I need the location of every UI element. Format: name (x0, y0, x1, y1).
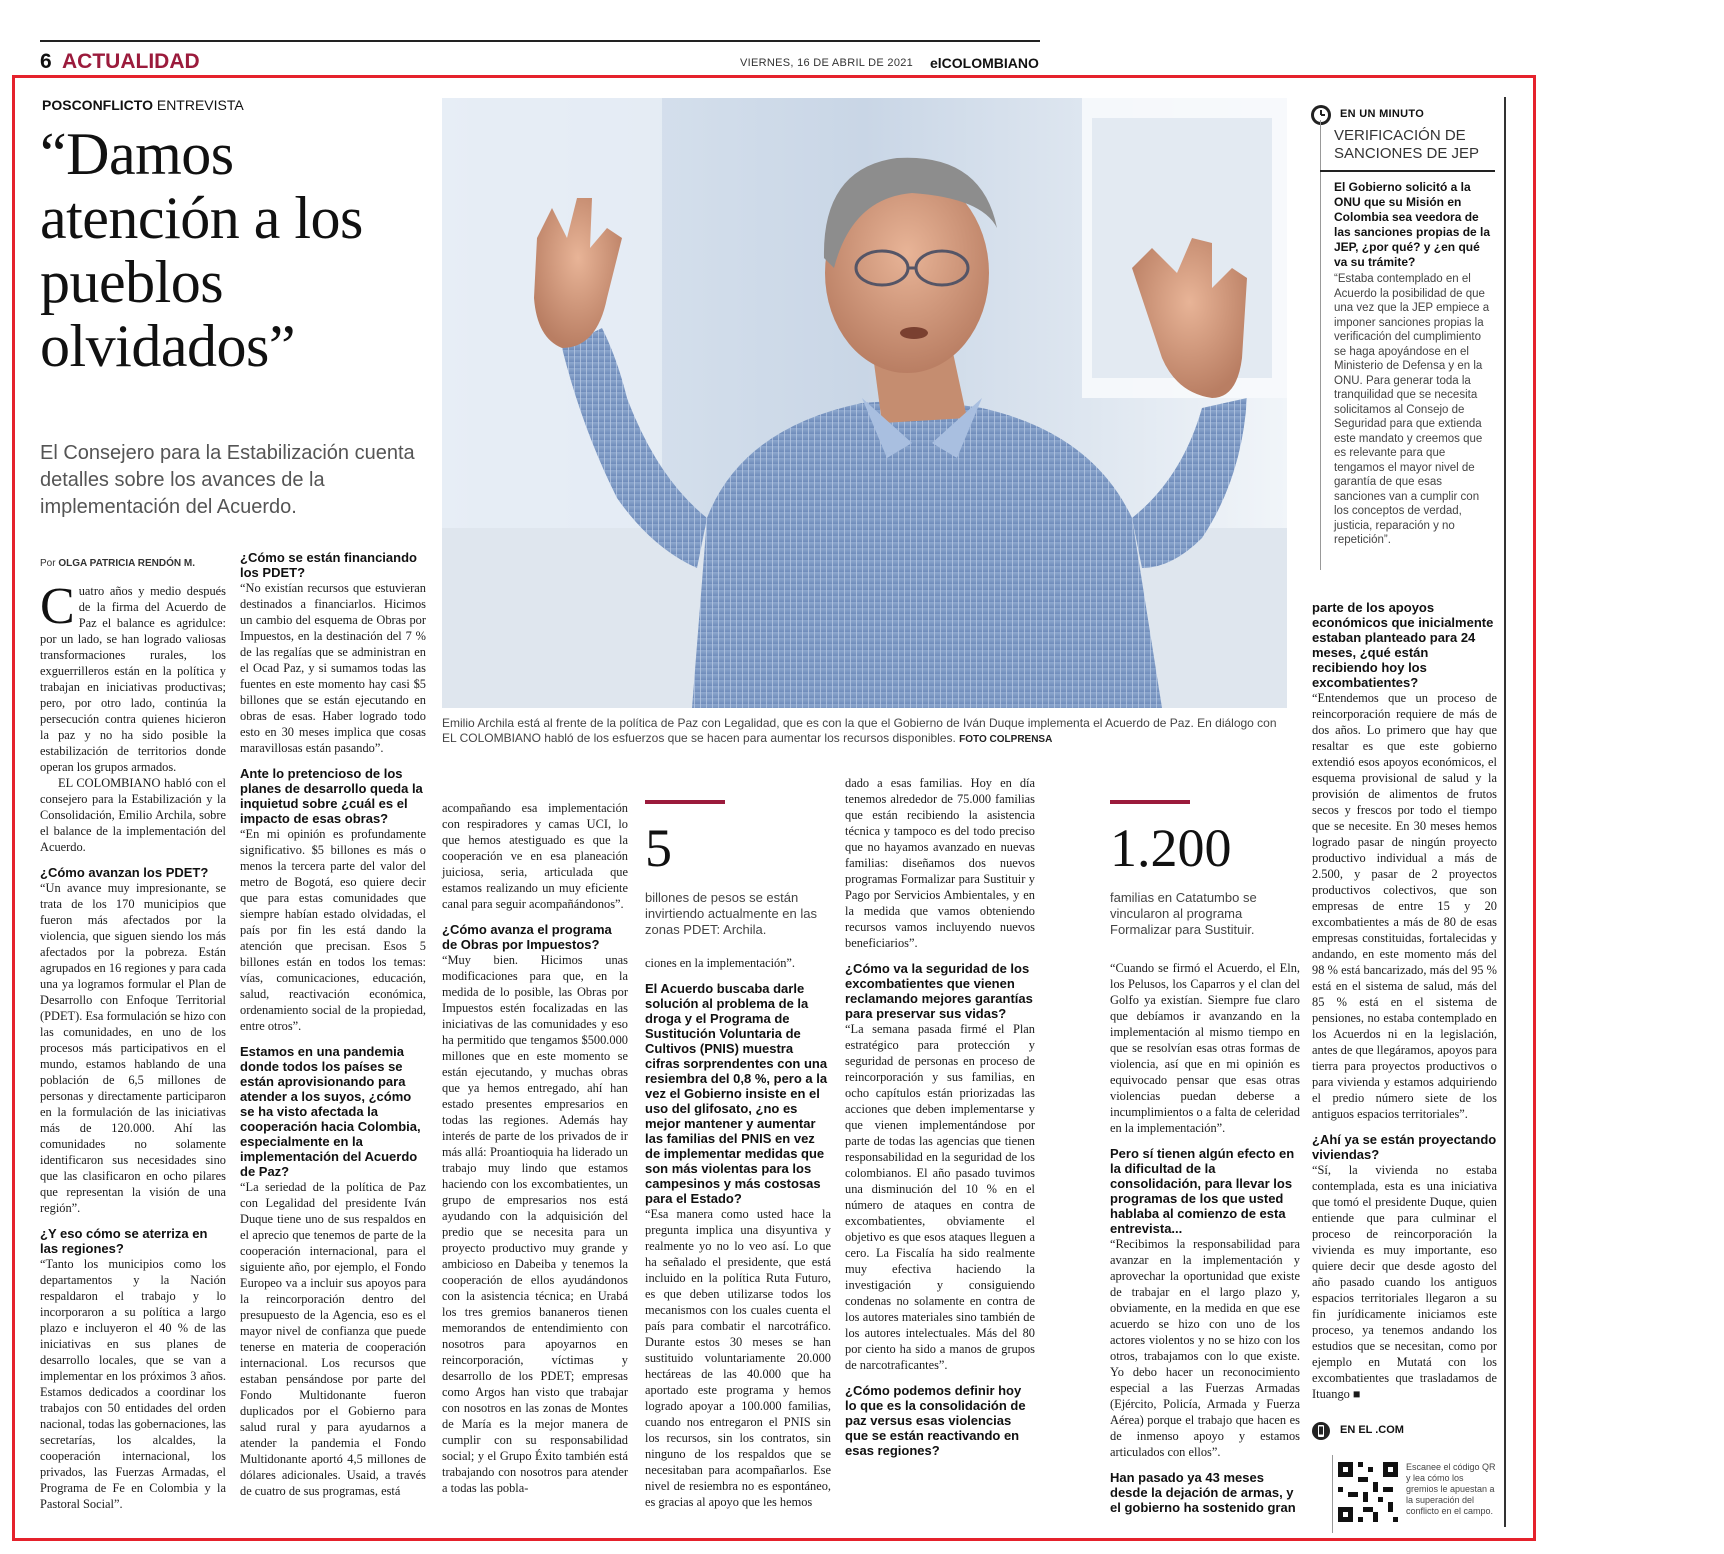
highlight-rule (645, 800, 725, 804)
answer: acompañando esa implementación con respiradores y camas UCI, lo que hemos atestiguado es que la cooperación ve en esa planeación juiciosa, seria, articulada que estamos realizando un muy eficiente canal para seguir acompañándonos”. (442, 801, 628, 911)
lead-paragraph (40, 578, 226, 775)
highlight-number: 5 (645, 818, 672, 878)
text-column-7 (1312, 600, 1497, 1402)
answer: dado a esas familias. Hoy en día tenemos alrededor de 75.000 familias que están recibiendo la asistencia técnica y tampoco es del todo preciso que no hayamos avanzado en nuevas familias: diseñamos dos nuevos programas Formalizar para Sustituir y Pago por Servicios Ambientales, y en la medida que vamos obteniendo recursos vamos incluyendo nuevos beneficiarios”. (845, 776, 1035, 950)
question: ¿Cómo podemos definir hoy lo que es la consolidación de paz versus esas violencias que se están reactivando en esas regiones? (845, 1383, 1026, 1458)
minute-question: El Gobierno solicitó a la ONU que su Misión en Colombia sea veedora de las sanciones propias de la JEP, ¿por qué? y ¿en qué va su trámite? (1334, 180, 1491, 269)
text-column-4 (645, 955, 831, 1510)
question: ¿Cómo avanzan los PDET? (40, 865, 209, 880)
page-number: 6 (40, 50, 52, 73)
kicker-type: ENTREVISTA (152, 97, 244, 113)
question: ¿Cómo se están financiando los PDET? (240, 550, 417, 580)
question: Ante lo pretencioso de los planes de desarrollo queda la inquietud sobre ¿cuál es el impacto de esas obras? (240, 766, 423, 826)
answer: “En mi opinión es profundamente significativo. $5 billones es más o menos la tercera parte del valor del metro de Bogotá, eso quiere decir que para estas comunidades que siempre habían estado olvidadas, el país por fin les está dando la atención que precisan. Esos 5 billones están en todos los temas: vías, comunicaciones, educación, salud, reactivación económica, ordenamiento social de la propiedad, entre otros”. (240, 827, 426, 1033)
highlight-rule (1110, 800, 1190, 804)
kicker-topic: POSCONFLICTO (42, 97, 153, 113)
subtitle: El Consejero para la Estabilización cuenta detalles sobre los avances de la implementación del Acuerdo. (40, 442, 415, 518)
highlight-number: 1.200 (1110, 818, 1232, 878)
header-rule (40, 40, 1040, 42)
answer: “Un avance muy impresionante, se trata de los 170 municipios que fueron más afectados por la violencia, que siguen siendo los más afectados por la pobreza. Están agrupados en 16 regiones y para cada una ya logramos formular el Plan de Desarrollo con Enfoque Territorial (PDET). Esa formulación se hizo con las comunidades, en uno de los procesos más participativos en el mundo, estamos hablando de una población de 6,5 millones de personas y directamente participaron en la formulación de las iniciativas más de 120.000. Ahí las comunidades no solamente identificaron sus necesidades sino que las clasificaron en ocho pilares que representan la visión de una región”. (40, 881, 226, 1215)
answer: “Muy bien. Hicimos unas modificaciones para que, en la medida de lo posible, las Obras por Impuestos estén focalizadas en las iniciativas de las comunidades y eso ha permitido que tengamos $500.000 millones que en este momento se están ejecutando, y muchas obras que ya hemos entregado, ahí han estado presentes empresarios en todas las regiones. Además hay interés de parte de los privados de ir más allá: Proantioquia ha liderado un trabajo muy lindo que estamos haciendo con los excombatientes, un grupo de empresarios nos está ayudando con la adquisición del predio que se necesita para un proyecto productivo muy grande y ambicioso en Dabeiba y tenemos la cooperación de ellos ayudándonos con la asistencia técnica; en Urabá los tres gremios bananeros tienen memorandos de entendimiento con nosotros para apoyarnos en reincorporación, víctimas y desarrollo de los PDET; empresas como Argos han visto que trabajar con nosotros en las zonas de Montes de María es la mejor manera de cumplir con su responsabilidad social; y el Grupo Éxito también está trabajando con nosotros para atender a todas las pobla- (442, 953, 628, 1495)
publication-date: VIERNES, 16 DE ABRIL DE 2021 (740, 57, 914, 69)
portrait-illustration (442, 98, 1287, 708)
headline: “Damos atención a los pueblos olvidados” (40, 121, 363, 379)
kicker (42, 97, 244, 113)
photo-credit: FOTO COLPRENSA (959, 734, 1053, 745)
answer: “La semana pasada firmé el Plan estratégico para protección y seguridad de personas en proceso de reincorporación y sus familias, en ocho capítulos están priorizadas las acciones que deben implementarse y que vienen implementándose por parte de todas las agencias que tienen responsabilidad en la seguridad de los colombianos. El año pasado tuvimos una disminución del 10 % en el número de ataques en contra de excombatientes, obviamente el objetivo es que esos ataques lleguen a cero. La Fiscalía ha sido realmente muy efectiva haciendo la investigación y consiguiendo condenas no solamente en contra de los autores materiales sino también de los autores intelectuales. Más del 80 por ciento ha sido a manos de grupos de narcotraficantes”. (845, 1022, 1035, 1372)
minute-title: VERIFICACIÓN DE SANCIONES DE JEP (1334, 127, 1480, 162)
drop-cap: C (40, 578, 75, 635)
photo-caption (442, 716, 1287, 747)
question: parte de los apoyos económicos que inicialmente estaban planteado para 24 meses, ¿qué están recibiendo hoy los excombatientes? (1312, 600, 1494, 690)
highlight-description: billones de pesos se están invirtiendo actualmente en las zonas PDET: Archila. (645, 890, 817, 937)
question: Estamos en una pandemia donde todos los países se están aprovisionando para atender a los suyos, ¿cómo se ha visto afectada la cooperación hacia Colombia, especialmente en la implementación del Acuerdo de Paz? (240, 1044, 421, 1179)
section-name: ACTUALIDAD (62, 50, 200, 73)
text-column-6 (1110, 960, 1300, 1515)
answer: “Sí, la vivienda no estaba contemplada, esta es una iniciativa que tomó el presidente Duque, quien entiende que para culminar el proceso de reincorporación la vivienda es muy importante, eso quiere decir que desde agosto del año pasado cuando los antiguos espacios territoriales llegaron a su fin jurídicamente iniciamos este proceso, ya tenemos andando los estudios que se necesitan, como por ejemplo en Mutatá con los excombatientes que trasladamos de Ituango ■ (1312, 1163, 1497, 1401)
highlight-description: familias en Catatumbo se vincularon al programa Formalizar para Sustituir. (1110, 890, 1257, 937)
publication-name: elCOLOMBIANO (930, 55, 1039, 71)
paragraph: EL COLOMBIANO habló con el consejero para la Estabilización y la Consolidación, Emilio Archila, sobre el balance de la implementación del Acuerdo. (40, 776, 226, 854)
caption-text: Emilio Archila está al frente de la política de Paz con Legalidad, que es con la que el Gobierno de Iván Duque implementa el Acuerdo de Paz. En diálogo con EL COLOMBIANO habló de los esfuerzos que se hacen para aumentar los recursos disponibles. (442, 716, 1277, 745)
portrait-photo (442, 98, 1287, 708)
minute-label: EN UN MINUTO (1340, 108, 1425, 120)
question: El Acuerdo buscaba darle solución al problema de la droga y el Programa de Sustitución Voluntaria de Cultivos (PNIS) muestra cifras sorprendentes con una resiembra del 0,8 %, pero a la vez el Gobierno insiste en el uso del glifosato, ¿no es mejor mantener y aumentar las familias del PNIS en vez de implementar medidas que son más violentas para los campesinos y más costosas para el Estado? (645, 981, 828, 1206)
question: ¿Cómo avanza el programa de Obras por Impuestos? (442, 922, 612, 952)
sidebar-rule (1504, 97, 1506, 1527)
answer: ciones en la implementación”. (645, 956, 796, 970)
minute-answer: “Estaba contemplado en el Acuerdo la posibilidad de que una vez que la JEP empiece a imponer sanciones propias la verificación del cumplimiento se haga apoyándose en el Ministerio de Defensa y en la ONU. Para generar toda la tranquilidad que se necesita solicitamos al Consejo de Seguridad para que extienda este mandato y creemos que es relevante para que tengamos el mayor nivel de garantía de que esas sanciones van a cumplir con los conceptos de verdad, justicia, reparación y no repetición”. (1334, 273, 1490, 546)
text-column-2 (240, 550, 426, 1499)
answer: “Entendemos que un proceso de reincorporación requiere de más de dos años. Lo primero que hay que resaltar es que este gobierno extendió esos apoyos económicos, el esquema provisional de salud y la provisión de alimentos de frutos secos y frescos por todo el tiempo que se necesite. En 30 meses hemos logrado pasar de ningún proyecto productivo individual a más de 2.500, y pasar de 2 proyectos productivos colectivos, que son empresas de entre 15 y 20 excombatientes a más de 80 de esas empresas constituidas, fortalecidas y andando, en este momento más del 98 % está bancarizado, más del 95 % está en el sistema de salud, más del 85 % está en el sistema de pensiones, no estaba contemplado en los Acuerdos ni en la legislación, antes de que llegáramos, apoyos para tierra para proyectos productivos o para vivienda y estamos adquiriendo el predio número siete de los antiguos espacios territoriales”. (1312, 691, 1497, 1121)
byline (40, 558, 226, 569)
text-column-3 (442, 800, 628, 1496)
text-column-1 (40, 558, 226, 1512)
text-column-5 (845, 775, 1035, 1458)
answer: “Recibimos la responsabilidad para avanzar en la implementación y aprovechar la oportunidad que existe de trabajar en el largo plazo y, obviamente, en la medida en que ese acuerdo se hizo con uno de los actores violentos y no se hizo con los otros, trabajamos con lo que existe. Yo debo hacer un reconocimiento especial a las Fuerzas Armadas (Ejército, Policía, Armada y Fuerza Aérea) porque el trabajo que hacen es de inmenso apoyo y estamos articulados con ellos”. (1110, 1237, 1300, 1459)
answer: “La seriedad de la política de Paz con Legalidad del presidente Iván Duque tiene uno de sus respaldos en el aprecio que tenemos de parte de la cooperación internacional, para el siguiente año, por ejemplo, el Fondo Europeo va a incluir sus apoyos para la reincorporación dentro del presupuesto de la Agencia, eso es el mayor nivel de confianza que puede tenerse en materia de cooperación internacional. Los recursos que estaban pensándose por parte del Fondo Multidonante fueron duplicados por el Gobierno para salud rural y para ayudarnos a atender la pandemia el Fondo Multidonante aportó 4,5 millones de dólares adicionales. Usaid, a través de cuatro de sus programas, está (240, 1180, 426, 1498)
qr-description: Escanee el código QR y lea cómo los gremios le apuestan a la superación del conflicto en el campo. (1406, 1462, 1496, 1516)
byline-prefix: Por (40, 558, 59, 569)
question: ¿Cómo va la seguridad de los excombatientes que vienen reclamando mejores garantías para preservar sus vidas? (845, 961, 1033, 1021)
question: Han pasado ya 43 meses desde la dejación de armas, y el gobierno ha sostenido gran (1110, 1470, 1296, 1515)
answer: “No existían recursos que estuvieran destinados a financiarlos. Hicimos un cambio del esquema de Obras por Impuestos, en la destinación del 7 % de las regalías que se administran en el Ocad Paz, y si sumamos todas las fuentes en este momento hay casi $5 billones que se están ejecutando en obras de esas. Haber logrado todo esto en 30 meses implica que cosas maravillosas están pasando”. (240, 581, 426, 755)
qr-code[interactable] (1338, 1462, 1398, 1522)
mobile-icon (1312, 1420, 1330, 1442)
question: ¿Y eso cómo se aterriza en las regiones? (40, 1226, 208, 1256)
question: ¿Ahí ya se están proyectando viviendas? (1312, 1132, 1497, 1162)
answer: “Tanto los municipios como los departamentos y la Nación respaldaron el trabajo y lo incorporaron a su política a largo plazo e incluyeron el 40 % de las iniciativas en sus planes de desarrollo locales, que se van a implementar en los próximos 3 años. Estamos dedicados a coordinar los trabajos con 50 entidades del orden nacional, todas las gobernaciones, las secretarías, los alcaldes, la cooperación internacional, los privados, las Fuerzas Armadas, el Programa de Fe en Colombia y la Pastoral Social”. (40, 1257, 226, 1511)
question: Pero sí tienen algún efecto en la dificultad de la consolidación, para llevar los programas de los que usted hablaba al comienzo de esta entrevista... (1110, 1146, 1295, 1236)
answer: “Cuando se firmó el Acuerdo, el Eln, los Pelusos, los Caparros y el clan del Golfo ya existían. Siempre fue claro que debíamos ir avanzando en la implementación al mismo tiempo en que se resolvían esas otras formas de violencia, así que en mi opinión es equivocado pensar que esas otras violencias puedan deberse a incumplimientos o a falta de celeridad en la implementación”. (1110, 961, 1300, 1135)
web-label: EN EL .COM (1340, 1424, 1404, 1436)
answer: “Esa manera como usted hace la pregunta implica una disyuntiva y realmente yo no lo veo así. Lo que ha señalado el presidente, que está incluido en la política Ruta Futuro, es que deben utilizarse todos los mecanismos con los cuales cuenta el país para combatir el narcotráfico. Durante estos 30 meses se han sustituido voluntariamente 20.000 hectáreas de las 40.000 que ha aportado este programa y hemos logrado apoyar a 100.000 familias, cuando nos entregaron el PNIS sin los recursos, sin los contratos, sin ninguno de los respaldos que se necesitaban para acompañarlos. Ese nivel de resiembra no es espontáneo, es gracias al apoyo que les hemos (645, 1207, 831, 1509)
lead-text: uatro años y medio después de la firma del Acuerdo de Paz el balance es agridulce: por un lado, se han logrado valiosas transformaciones rurales, los exguerrilleros están en la política y trabajan en iniciativas productivas; pero, por otro lado, continúa la persecución contra quienes hicieron la paz y no ha sido posible la estabilización de territorios donde operan los grupos armados. (40, 584, 226, 774)
minute-title-rule (1320, 170, 1495, 172)
byline-author: OLGA PATRICIA RENDÓN M. (58, 558, 196, 569)
